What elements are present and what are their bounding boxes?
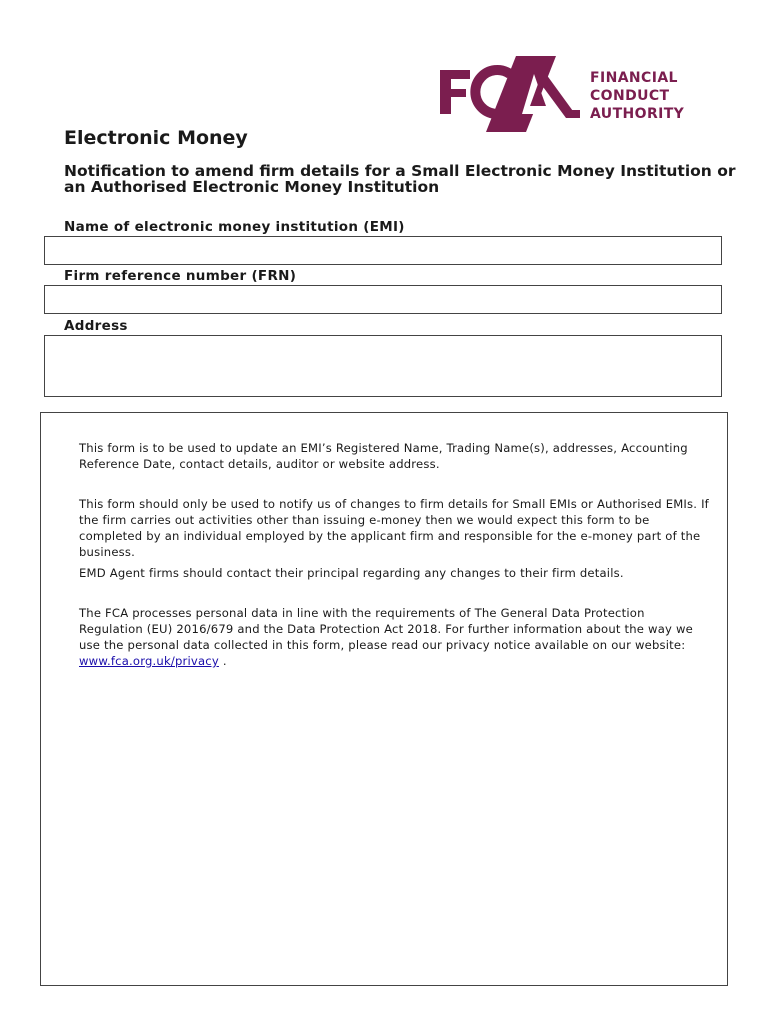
document-title: Electronic Money [64,127,248,149]
document-subtitle: Notification to amend firm details for a Small Electronic Money Institution or an Authorised Electronic Money Institution [64,162,736,196]
emi-name-label: Name of electronic money institution (EMI) [64,219,405,235]
info-paragraph-privacy [79,605,711,669]
fca-logo-mark [438,54,580,134]
info-paragraph-eligibility: This form should only be used to notify us of changes to firm details for Small EMIs or Authorised EMIs. If the firm carries out activities other than issuing e-money then we would expect this form to be completed by an individual employed by the applicant firm and responsible for the e-money part of the business. [79,497,709,559]
privacy-text: The FCA processes personal data in line with the requirements of The General Data Protection Regulation (EU) 2016/679 and the Data Protection Act 2018. For further information about the way we use the personal data collected in this form, please read our privacy notice available on our website: [79,606,693,652]
info-paragraph-purpose: This form is to be used to update an EMI’s Registered Name, Trading Name(s), addresses, Accounting Reference Date, contact details, auditor or website address. [79,441,688,471]
fca-logo [438,54,698,134]
fca-logo-wordmark [590,69,684,123]
address-input[interactable] [44,335,722,397]
privacy-end: . [222,654,227,668]
address-label: Address [64,318,128,334]
frn-label: Firm reference number (FRN) [64,268,297,284]
logo-word-3: AUTHORITY [590,106,685,122]
emi-name-input[interactable] [44,236,722,265]
frn-input[interactable] [44,285,722,314]
info-paragraph-agents: EMD Agent firms should contact their principal regarding any changes to their firm details. [79,566,624,580]
logo-word-2: CONDUCT [590,88,670,104]
logo-word-1: FINANCIAL [590,70,678,86]
information-panel [40,412,728,986]
privacy-link[interactable]: www.fca.org.uk/privacy [79,654,219,668]
